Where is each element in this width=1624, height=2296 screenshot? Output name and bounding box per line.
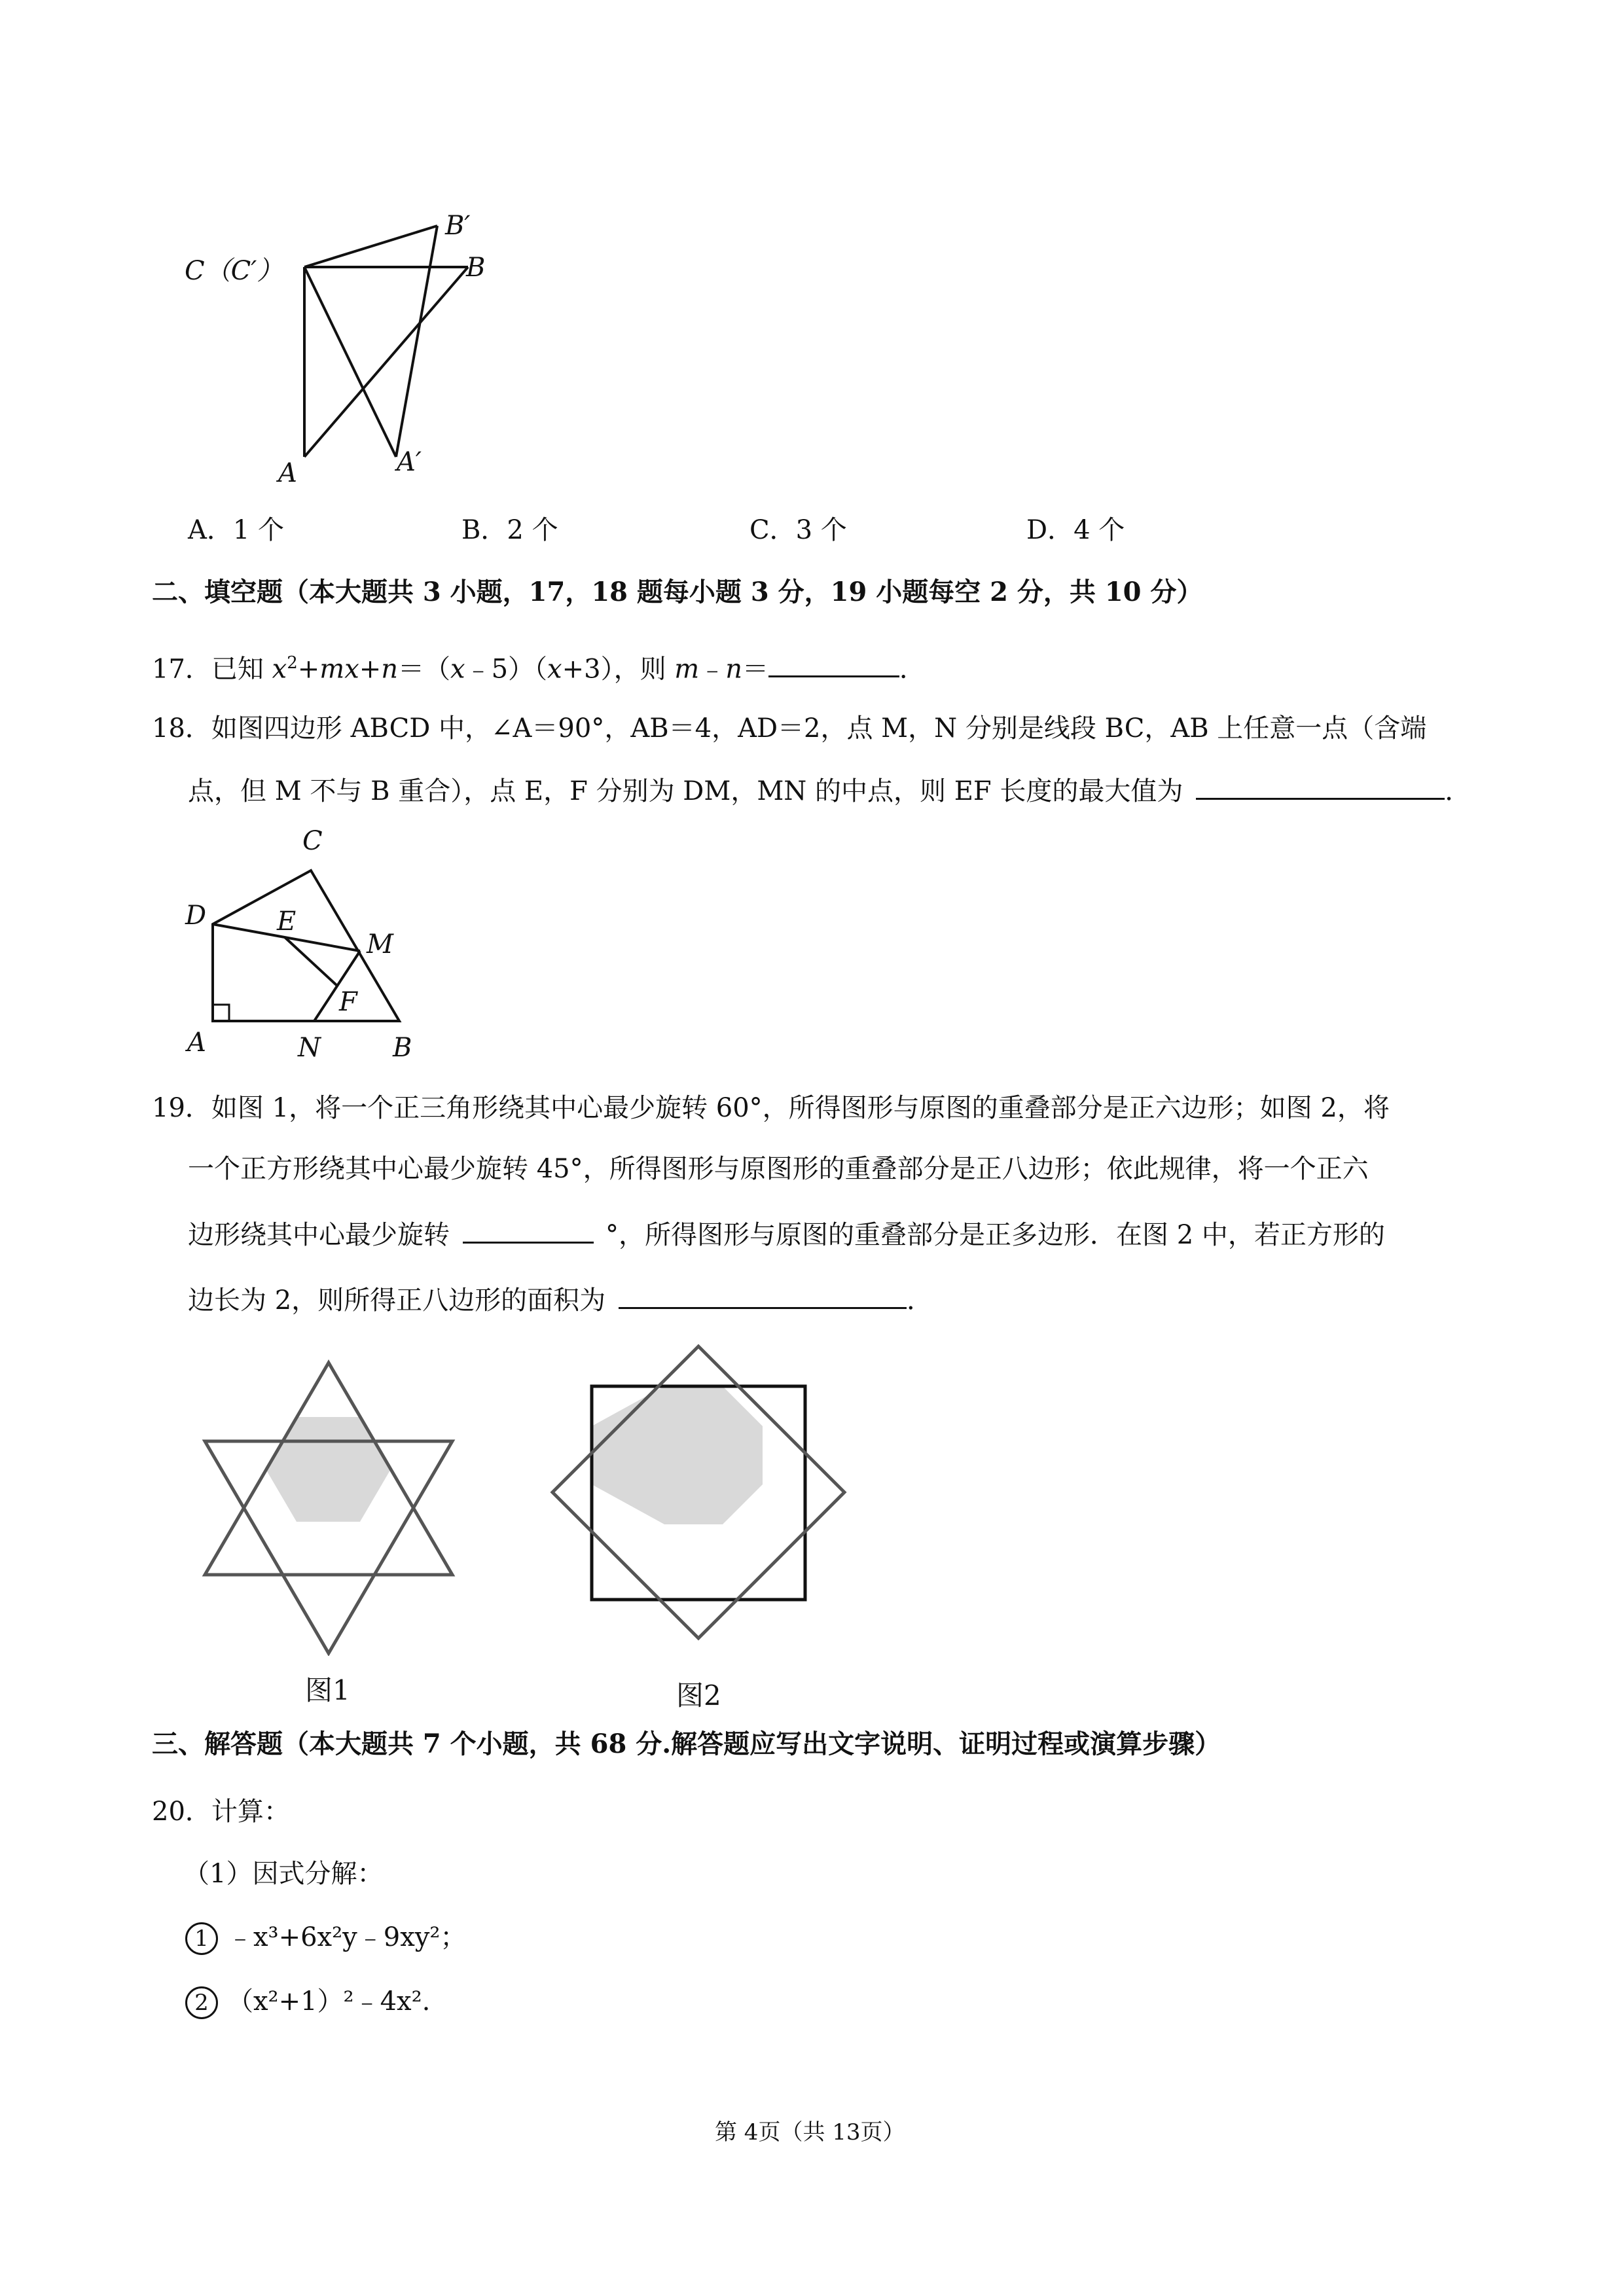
- question-18-line1: 18．如图四边形 ABCD 中，∠A＝90°，AB＝4，AD＝2，点 M，N 分别是线段 BC，AB 上任意一点（含端: [152, 713, 1427, 744]
- figure-2-octagon: [540, 1335, 854, 1656]
- option-a: [188, 509, 284, 547]
- label-a: A: [278, 458, 297, 488]
- label-a: A: [187, 1028, 206, 1058]
- figure-1-caption: 图1: [305, 1674, 350, 1706]
- section-2-title: 二、填空题（本大题共 3 小题，17，18 题每小题 3 分，19 小题每空 2 分，共 10 分）: [152, 577, 1203, 607]
- option-text: 2 个: [507, 515, 558, 545]
- q20-item-2: 2 （x²+1）²﹣4x².: [185, 1983, 430, 2020]
- answer-blank-q17[interactable]: [768, 647, 899, 677]
- figure-q18: [196, 851, 432, 1047]
- q17-number: 17．: [152, 654, 211, 685]
- page-footer: 第 4页（共 13页）: [715, 2119, 905, 2145]
- question-19-line4: 边长为 2，则所得正八边形的面积为 ．: [188, 1278, 933, 1319]
- question-19-line3: 边形绕其中心最少旋转 °，所得图形与原图的重叠部分是正多边形．在图 2 中，若正方形的: [188, 1213, 1385, 1253]
- question-20: 20．计算：: [152, 1797, 290, 1827]
- circled-number-1: 1: [185, 1922, 218, 1955]
- label-b: B: [466, 253, 486, 283]
- option-letter: A．: [188, 515, 233, 545]
- option-text: 4 个: [1074, 515, 1125, 545]
- answer-blank-q19-angle[interactable]: [463, 1213, 594, 1244]
- option-text: 1 个: [232, 515, 285, 545]
- option-c: [749, 509, 847, 547]
- label-b-prime: B′: [445, 211, 471, 241]
- option-letter: C．: [749, 515, 796, 545]
- q20-number: 20．: [152, 1797, 211, 1827]
- figure-2-caption: 图2: [676, 1679, 721, 1712]
- option-text: 3 个: [795, 515, 847, 545]
- label-d: D: [185, 901, 207, 931]
- label-c: C: [302, 826, 323, 856]
- question-18-line2: 点，但 M 不与 B 重合），点 E，F 分别为 DM，MN 的中点，则 EF 长度的最大值为 ．: [188, 769, 1471, 810]
- circled-number-2: 2: [185, 1986, 218, 2019]
- label-m: M: [367, 929, 393, 960]
- label-c-cprime: C（C′）: [185, 256, 283, 286]
- q20-part-1: （1）因式分解：: [183, 1859, 384, 1889]
- label-e: E: [277, 906, 297, 937]
- label-b: B: [393, 1033, 412, 1063]
- section-3-title: 三、解答题（本大题共 7 个小题，共 68 分.解答题应写出文字说明、证明过程或演算步骤）: [152, 1729, 1221, 1759]
- label-n: N: [298, 1033, 321, 1063]
- q20-item-1: 1 ﹣x³+6x²y﹣9xy²；: [185, 1919, 466, 1956]
- label-f: F: [339, 987, 357, 1017]
- question-19-line2: 一个正方形绕其中心最少旋转 45°，所得图形与原图形的重叠部分是正八边形；依此规律，将一个正六: [188, 1154, 1369, 1184]
- figure-1-hexagram: [183, 1335, 471, 1656]
- option-b: [461, 509, 558, 547]
- answer-blank-q19-area[interactable]: [619, 1278, 907, 1309]
- answer-blank-q18[interactable]: [1196, 769, 1445, 800]
- option-letter: B．: [461, 515, 507, 545]
- option-letter: D．: [1026, 515, 1074, 545]
- question-19-line1: 19．如图 1，将一个正三角形绕其中心最少旋转 60°，所得图形与原图的重叠部分是正六边形；如图 2，将: [152, 1093, 1390, 1123]
- label-a-prime: A′: [397, 447, 422, 477]
- question-17: 17．已知 $x^2+mx+n=(x﹣5)(x+3)$，则 m﹣n＝ ．: [152, 645, 926, 687]
- option-d: [1026, 509, 1125, 547]
- q19-number: 19．: [152, 1093, 211, 1123]
- q18-number: 18．: [152, 713, 211, 744]
